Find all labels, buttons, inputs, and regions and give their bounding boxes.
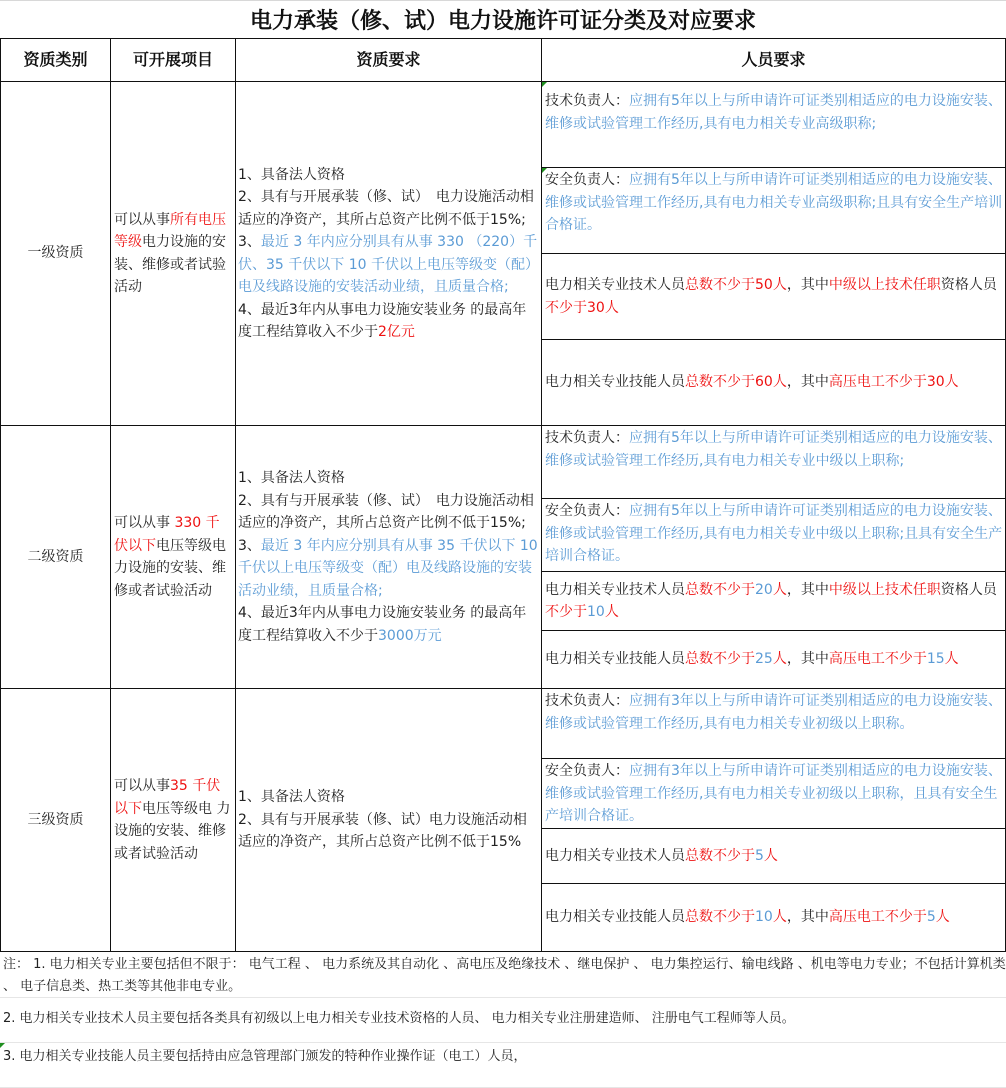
scope-cell: 可以从事所有电压等级电力设施的安装、维修或者试验活动 bbox=[111, 82, 236, 426]
footnotes bbox=[0, 952, 1006, 1088]
qual-item-4: 4、最近3年内从事电力设施安装业务 的最高年度工程结算收入不少于3000万元 bbox=[238, 605, 527, 644]
qual-item-3: 3、最近 3 年内应分别具有从事 330 （220）千伏、35 千伏以下 10 千伏以上电压等级变（配）电及线路设施的安装活动业绩，且质量合格; bbox=[238, 234, 539, 295]
category-cell: 三级资质 bbox=[1, 689, 111, 952]
qual-item-2: 2、具有与开展承装（修、试） 电力设施活动相适应的净资产，其所占总资产比例不低于15%; bbox=[238, 189, 534, 228]
tech-staff-cell: 电力相关专业技术人员总数不少于50人，其中中级以上技术任职资格人员不少于30人 bbox=[542, 254, 1006, 340]
tech-staff-cell: 电力相关专业技术人员总数不少于5人 bbox=[542, 829, 1006, 884]
header-category: 资质类别 bbox=[1, 39, 111, 82]
qual-item-1: 1、具备法人资格 bbox=[238, 166, 345, 183]
qual-item-3: 3、最近 3 年内应分别具有从事 35 千伏以下 10 千伏以上电压等级变（配）电及线路设施的安装活动业绩，且质量合格; bbox=[238, 537, 538, 599]
category-cell: 一级资质 bbox=[1, 82, 111, 426]
skill-staff-cell: 电力相关专业技能人员总数不少于60人，其中高压电工不少于30人 bbox=[542, 340, 1006, 426]
scope-cell: 可以从事 330 千伏以下电压等级电 力设施的安装、维修或者试验活动 bbox=[111, 426, 236, 689]
qualification-cell bbox=[236, 426, 542, 689]
tech-lead-cell: 技术负责人：应拥有5年以上与所申请许可证类别相适应的电力设施安装、维修或试验管理工作经历,具有电力相关专业高级职称; bbox=[542, 82, 1006, 168]
category-cell: 二级资质 bbox=[1, 426, 111, 689]
scope-highlight: 330 千伏以下 bbox=[114, 515, 220, 554]
scope-highlight: 35 千伏以下 bbox=[114, 778, 221, 817]
qualification-cell bbox=[236, 82, 542, 426]
qual-item-1: 1、具备法人资格 bbox=[238, 470, 345, 486]
header-qualification: 资质要求 bbox=[236, 39, 542, 82]
skill-staff-cell: 电力相关专业技能人员总数不少于25人，其中高压电工不少于15人 bbox=[542, 631, 1006, 689]
qual-item-2: 2、具有与开展承装（修、试） 电力设施活动相适应的净资产，其所占总资产比例不低于15%; bbox=[238, 492, 534, 531]
safety-lead-cell: 安全负责人：应拥有5年以上与所申请许可证类别相适应的电力设施安装、维修或试验管理工作经历,具有电力相关专业中级以上职称;且具有安全生产培训合格证。 bbox=[542, 499, 1006, 572]
footnote-3: 3. 电力相关专业技能人员主要包括持由应急管理部门颁发的特种作业操作证（电工）人员， bbox=[0, 1043, 1006, 1088]
license-requirements-table bbox=[0, 38, 1006, 952]
table-row bbox=[1, 689, 1006, 759]
table-header-row bbox=[1, 39, 1006, 82]
footnote-1: 注： 1. 电力相关专业主要包括但不限于： 电气工程 、 电力系统及其自动化 、高电压及绝缘技术 、继电保护 、 电力集控运行、输电线路 、机电等电力专业；不包括计算机类 、 电子信息类、热工类等其他非电专业。 bbox=[0, 952, 1006, 998]
safety-lead-cell: 安全负责人：应拥有5年以上与所申请许可证类别相适应的电力设施安装、维修或试验管理工作经历,具有电力相关专业高级职称;且具有安全生产培训合格证。 bbox=[542, 168, 1006, 254]
tech-lead-cell: 技术负责人：应拥有3年以上与所申请许可证类别相适应的电力设施安装、维修或试验管理工作经历,具有电力相关专业初级以上职称。 bbox=[542, 689, 1006, 759]
table-row bbox=[1, 426, 1006, 499]
page-title: 电力承装（修、试）电力设施许可证分类及对应要求 bbox=[0, 0, 1006, 38]
skill-staff-cell: 电力相关专业技能人员总数不少于10人，其中高压电工不少于5人 bbox=[542, 884, 1006, 952]
header-scope: 可开展项目 bbox=[111, 39, 236, 82]
qual-item-4: 4、最近3年内从事电力设施安装业务 的最高年度工程结算收入不少于2亿元 bbox=[238, 301, 527, 340]
qual-item-2: 2、具有与开展承装（修、试）电力设施活动相适应的净资产，其所占总资产比例不低于15% bbox=[238, 811, 527, 851]
tech-staff-cell: 电力相关专业技术人员总数不少于20人，其中中级以上技术任职资格人员不少于10人 bbox=[542, 572, 1006, 631]
scope-highlight: 所有电压等级 bbox=[114, 211, 226, 250]
safety-lead-cell: 安全负责人：应拥有3年以上与所申请许可证类别相适应的电力设施安装、维修或试验管理工作经历,具有电力相关专业初级以上职称，且具有安全生产培训合格证。 bbox=[542, 759, 1006, 829]
qualification-cell bbox=[236, 689, 542, 952]
qual-item-1: 1、具备法人资格 bbox=[238, 789, 345, 806]
footnote-2: 2. 电力相关专业技术人员主要包括各类具有初级以上电力相关专业技术资格的人员、 电力相关专业注册建造师、 注册电气工程师等人员。 bbox=[0, 998, 1006, 1043]
tech-lead-cell: 技术负责人：应拥有5年以上与所申请许可证类别相适应的电力设施安装、维修或试验管理工作经历,具有电力相关专业中级以上职称; bbox=[542, 426, 1006, 499]
table-row bbox=[1, 82, 1006, 168]
scope-cell: 可以从事35 千伏以下电压等级电 力设施的安装、维修或者试验活动 bbox=[111, 689, 236, 952]
header-personnel: 人员要求 bbox=[542, 39, 1006, 82]
